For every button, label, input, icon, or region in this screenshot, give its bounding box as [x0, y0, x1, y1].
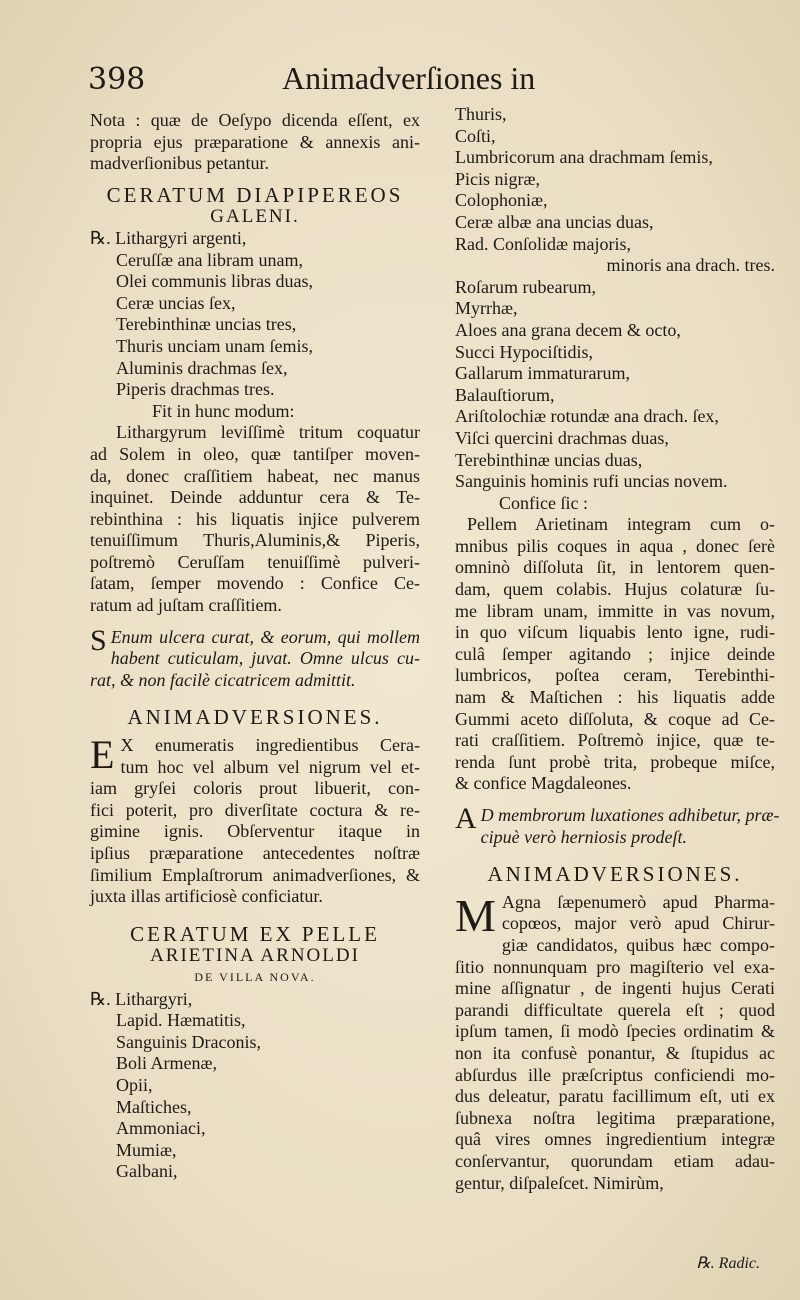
recipe-line: Opii,	[116, 1074, 153, 1095]
method-line: tenuiſſimum Thuris,Aluminis,& Piperis,	[90, 530, 420, 551]
commentary-line: mine aſſignatur , de ingenti hujus Cerati	[455, 978, 775, 999]
usage-line: habent cuticulam, juvat. Omne ulcus cu-	[110, 648, 420, 669]
method-line: ad Solem in oleo, quæ tantiſper moven-	[90, 443, 420, 464]
recipe-line: minoris ana drach. tres.	[606, 255, 775, 276]
recipe-line: Olei communis libras duas,	[116, 271, 313, 292]
recipe-line: ℞. Lithargyri argenti,	[90, 227, 247, 248]
commentary-line: abſurdus ille præſcriptus conficiendi mo-	[455, 1064, 775, 1085]
recipe-line: Colophoniæ,	[455, 190, 548, 211]
nota-line: Nota : quæ de Oeſypo dicenda eſſent, ex	[90, 110, 420, 130]
recipe-heading-author: GALENI.	[210, 206, 300, 228]
commentary-line: juxta illas artificiosè conficiatur.	[90, 886, 323, 907]
commentary-line: parandi difficultate querela eſt ; quod	[455, 999, 775, 1020]
usage-paragraph	[455, 802, 780, 848]
animadversiones-heading: ANIMADVERSIONES.	[487, 862, 743, 887]
running-title: Animadverſiones in	[282, 60, 536, 96]
method-line: Lithargyrum leviſſimè tritum coquatur	[116, 422, 420, 443]
nota-line: madverſionibus petantur.	[90, 153, 269, 174]
method-line: renda ſunt probè trita, probeque miſce,	[455, 751, 775, 772]
recipe-line: Myrrhæ,	[455, 298, 518, 319]
method-line: dam, quem colabis. Hujus colaturæ ſu-	[455, 579, 775, 600]
method-line: mnibus pilis coques in aqua , donec ſerè	[455, 535, 775, 556]
commentary-line: copœos, major verò apud Chirur-	[501, 913, 775, 934]
commentary-line: ſitio nonnunquam pro magiſterio vel exa-	[455, 956, 775, 977]
commentary-line: dus deleatur, paratu facillimum eſt, uti ex	[455, 1086, 775, 1107]
usage-line: Enum ulcera curat, & eorum, qui mollem	[110, 626, 420, 647]
method-intro: Fit in hunc modum:	[152, 400, 295, 421]
left-column	[90, 110, 420, 1183]
recipe-heading: CERATUM DIAPIPEREOS	[106, 182, 404, 207]
recipe-heading-author: DE VILLA NOVA.	[194, 969, 316, 984]
usage-paragraph	[90, 623, 420, 692]
recipe-line: Succi Hypociſtidis,	[455, 341, 593, 362]
method-line: ratum ad juſtam craſſitiem.	[90, 595, 282, 616]
usage-line: D membrorum luxationes adhibetur, præ-	[480, 805, 780, 825]
method-line: & confice Magdaleones.	[455, 773, 632, 794]
recipe-line: Piperis drachmas tres.	[116, 379, 275, 400]
recipe-line: Ceræ albæ ana uncias duas,	[455, 211, 654, 232]
recipe-line: Gallarum immaturarum,	[455, 363, 630, 384]
method-line: omninò diſſoluta ſit, in lentorem quen-	[455, 557, 775, 578]
recipe-line: Lapid. Hæmatitis,	[116, 1010, 246, 1031]
recipe-line: Terebinthinæ uncias tres,	[116, 314, 297, 335]
recipe-line: Ariſtolochiæ rotundæ ana drach. ſex,	[455, 406, 719, 427]
recipe-line: Coſti,	[455, 125, 496, 146]
commentary-line: ipſius præparatione antecedentes noſtræ	[90, 843, 420, 863]
recipe-line: Galbani,	[116, 1161, 178, 1182]
commentary-paragraph	[455, 889, 775, 1194]
usage-line: rat, & non facilè cicatricem admittit.	[90, 669, 356, 690]
method-line: lumbricos, poſtea ceram, Terebinthi-	[455, 665, 775, 686]
recipe-heading: CERATUM EX PELLE	[130, 921, 380, 946]
right-column	[455, 104, 780, 1194]
recipe-line: ℞. Lithargyri,	[90, 988, 193, 1009]
method-line: da, donec craſſitiem habeat, nec manus	[90, 465, 420, 486]
recipe-line: Rad. Conſolidæ majoris,	[455, 233, 632, 254]
usage-line: cipuè verò herniosis prodeſt.	[480, 826, 687, 847]
recipe-line: Balauſtiorum,	[455, 384, 555, 405]
commentary-line: fici poterit, pro diverſitate coctura & re-	[90, 799, 420, 820]
catchword: ℞. Radic.	[696, 1255, 760, 1272]
method-line: culâ ſemper agitando ; injice deinde	[455, 643, 775, 664]
nota-line: propria ejus præparatione & annexis ani-	[90, 131, 420, 152]
recipe-line: Roſarum rubearum,	[455, 276, 596, 297]
method-line: Pellem Arietinam integram cum o-	[467, 514, 775, 535]
method-intro: Confice ſic :	[499, 492, 588, 513]
recipe-heading: ARIETINA ARNOLDI	[150, 945, 360, 967]
method-line: me libram unam, immitte in vas novum,	[455, 600, 775, 621]
recipe-line: Thuris,	[455, 104, 507, 124]
recipe-line: Boli Armenæ,	[116, 1053, 218, 1074]
commentary-line: X enumeratis ingredientibus Cera-	[120, 735, 420, 756]
recipe-line: Aluminis drachmas ſex,	[116, 357, 288, 378]
recipe-line: Maſtiches,	[116, 1096, 192, 1117]
method-line: inquinet. Deinde adduntur cera & Te-	[90, 487, 420, 508]
drop-initial: E	[90, 732, 115, 778]
drop-initial: A	[455, 802, 477, 835]
method-line: poſtremò Ceruſſam tenuiſſimè pulveri-	[90, 551, 420, 572]
commentary-line: giæ candidatos, quibus hæc compo-	[501, 934, 775, 955]
recipe-line: Lumbricorum ana drachmam ſemis,	[455, 147, 713, 168]
commentary-line: gimine ignis. Obſerventur itaque in	[90, 821, 420, 842]
commentary-line: tum hoc vel album vel nigrum vel et-	[120, 756, 420, 777]
method-line: ſatam, ſemper movendo : Confice Ce-	[90, 573, 420, 594]
recipe-line: Picis nigræ,	[455, 168, 541, 189]
commentary-line: non ita confusè ponantur, & ſtupidus ac	[455, 1042, 775, 1063]
page-number: 398	[88, 62, 146, 97]
recipe-line: Ceræ uncias ſex,	[116, 292, 236, 313]
commentary-line: iam gryſei coloris prout libuerit, con-	[90, 778, 420, 799]
commentary-line: ſimilium Emplaſtrorum animadverſiones, &	[90, 864, 420, 885]
commentary-line: conſervantur, quorundam etiam adau-	[455, 1150, 775, 1171]
commentary-line: gentur, diſpaleſcet. Nimirùm,	[455, 1172, 664, 1193]
recipe-line: Sanguinis Draconis,	[116, 1031, 261, 1052]
commentary-line: ipſum tamen, ſi modò ſpecies ordinatim &	[455, 1021, 775, 1042]
recipe-line: Terebinthinæ uncias duas,	[455, 449, 643, 470]
recipe-line: Viſci quercini drachmas duas,	[455, 427, 669, 448]
animadversiones-heading: ANIMADVERSIONES.	[127, 705, 383, 730]
recipe-line: Sanguinis hominis rufi uncias novem.	[455, 471, 728, 492]
method-line: in quo viſcum liquabis lento igne, rudi-	[455, 622, 775, 643]
recipe-line: Thuris unciam unam ſemis,	[116, 335, 313, 356]
recipe-line: Mumiæ,	[116, 1139, 177, 1160]
recipe-line: Ceruſſæ ana libram unam,	[116, 249, 303, 270]
recipe-line: Aloes ana grana decem & octo,	[455, 319, 681, 340]
drop-initial: S	[90, 623, 107, 657]
commentary-line: ſubnexa noſtra legitima præparatione,	[455, 1107, 775, 1128]
commentary-paragraph	[90, 732, 420, 908]
drop-initial: M	[455, 889, 496, 941]
recipe-line: Ammoniaci,	[116, 1118, 206, 1139]
method-line: nam & Maſtichen : his liquatis adde	[455, 687, 775, 708]
commentary-line: quâ vires omnes ingredientium integræ	[455, 1129, 775, 1150]
commentary-line: Agna ſæpenumerò apud Pharma-	[501, 891, 775, 912]
method-line: Gummi aceto diſſoluta, & coque ad Ce-	[455, 708, 775, 729]
method-line: rebinthina : his liquatis injice pulverem	[90, 508, 420, 529]
method-line: rati craſſitiem. Poſtremò injice, quæ te-	[455, 730, 775, 751]
